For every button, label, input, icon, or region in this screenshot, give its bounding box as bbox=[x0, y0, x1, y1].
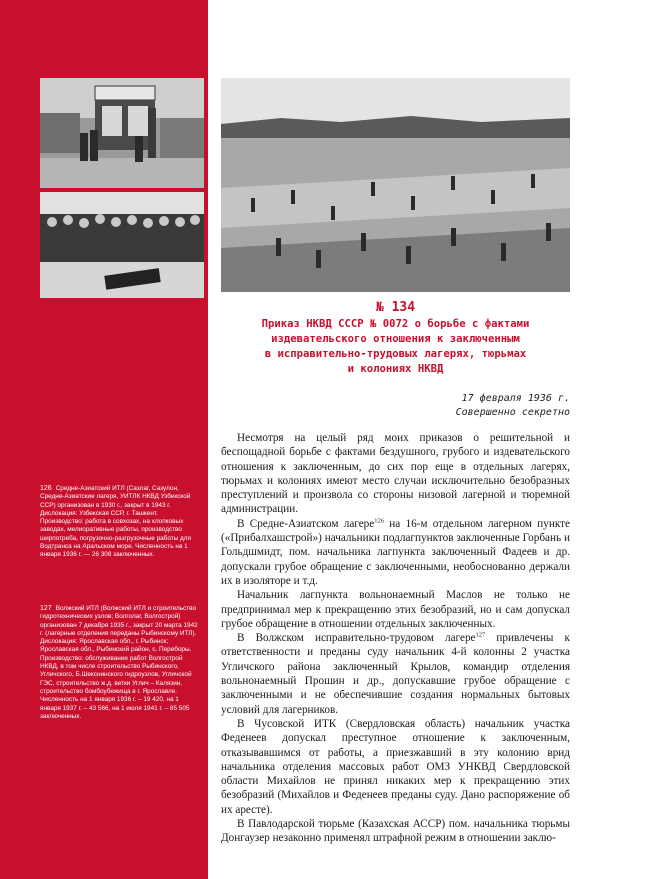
paragraph: Начальник лагпункта вольнонаемный Маслов не только не предпринимал мер к прекращению этих безобразий, но и сам допускал грубое обращение в отношении отдельных заключенных. bbox=[221, 589, 570, 630]
footnote-text: Средне-Азиатский ИТЛ (Сазлаг, Сазулон, Средне-Азиатские лагеря, УИТЛК НКВД Узбекской ССР) организован в 1930 г., закрыт в 1943 г. Дислокация: Узбекская ССР, г. Ташкент. Производство: работа в совхозах, на хлопковых заводах, мелиоративные работы, производство ширпотреба, погрузочно-разгрузочные работы для Водтранса на Аральском море. Численность на 1 января 1936 г. — 26 308 заключенных. bbox=[40, 485, 191, 559]
paragraph-text: В Волжском исправительно-трудовом лагере bbox=[237, 632, 476, 645]
footnote-ref: 126 bbox=[374, 517, 384, 525]
paragraph-text: на 16-м отдельном лагерном пункте («Прибалхашстрой») начальники подлагпунктов заключенные Горбань и Гольдшмидт, пом. начальника лагпункта заключенный Фадеев и др. допускали грубое обращение с заключенными, необоснованно держали их в изоляторе и т.д. bbox=[221, 517, 570, 587]
title-line: издевательского отношения к заключенным bbox=[271, 333, 520, 345]
page-number: 279 bbox=[615, 42, 646, 60]
title-line: в исправительно-трудовых лагерях, тюрьмах bbox=[264, 348, 527, 360]
paragraph: В Павлодарской тюрьме (Казахская АССР) пом. начальника тюрьмы Донгаузер незаконно применял штрафной режим в отношении заклю- bbox=[221, 818, 570, 845]
document-date: 17 февраля 1936 г. bbox=[461, 393, 570, 404]
footnote-number: 126 bbox=[40, 485, 52, 492]
paragraph: В Чусовской ИТК (Свердловская область) начальник участка Феденеев допускал преступное отношение к заключенным, отказывавшимся от работы, а приезжавший в эту колонию врид начальника отделения массовых работ ОМЗ УНКВД Свердловской области Михайлов не принял никаких мер к прекращению этих безобразий (Михайлов и Феденеев преданы суду. Дано распоряжение об их аресте). bbox=[221, 717, 570, 816]
document-number: № 134 bbox=[375, 300, 416, 315]
paragraph bbox=[221, 631, 570, 717]
paragraph-text: привлечены к ответственности и преданы суду начальник 4-й колонны 2 участка Угличского района заключенный Крылов, командир отделения вольнонаемный Прошин и др., допускавшие грубое обращение с заключенными и не обеспечившие создания нормальных бытовых условий для лагерников. bbox=[221, 632, 570, 716]
footnote-number: 127 bbox=[40, 605, 52, 612]
title-line: и колониях НКВД bbox=[347, 363, 444, 375]
archive-photo-construction-site bbox=[221, 78, 570, 292]
document-body bbox=[221, 431, 570, 846]
footnote-126 bbox=[40, 485, 200, 560]
footnote-127 bbox=[40, 605, 200, 721]
title-line: Приказ НКВД СССР № 0072 о борьбе с фактами bbox=[261, 318, 530, 330]
paragraph: Несмотря на целый ряд моих приказов о решительной и беспощадной борьбе с фактами бездушного, грубого и издевательского отношения к заключенным, до сих пор еще в отдельных лагерях, тюрьмах и колониях имеют место случаи исключительно безобразных преступлений и произвола со стороны низовой лагерной и тюремной администрации. bbox=[221, 432, 570, 516]
paragraph bbox=[221, 517, 570, 588]
paragraph-text: В Средне-Азиатском лагере bbox=[237, 517, 375, 530]
archive-photo-camp-sign bbox=[40, 78, 204, 188]
document-title bbox=[221, 317, 570, 377]
secrecy-classification: Совершенно секретно bbox=[455, 407, 570, 418]
footnote-text: Волжский ИТЛ (Волжский ИТЛ и строительство гидротехнических узлов; Волголаг, Волгострой) организован 7 декабря 1935 г., закрыт 20 марта 1942 г. (лагерные отделения переданы Рыбинскому ИТЛ). Дислокация: Ярославская обл., г. Рыбинск; Ярославская обл., Рыбинский район, с. Переборы. Производство: обслуживание работ Волгострой НКВД, в том числе строительство Рыбинского, Угличского, Б.Шекснинского гидроузлов, Угличской ГЭС, строительство ж.д. ветки Углич – Калязин, строительство бомбоубежища в г. Ярославле. Численность на 1 января 1936 г. – 19 420, на 1 января 1937 г. – 43 566, на 1 июля 1941 г. – 85 505 заключенных. bbox=[40, 605, 198, 720]
archive-photo-crowd bbox=[40, 192, 204, 298]
footnote-ref: 127 bbox=[475, 631, 486, 639]
